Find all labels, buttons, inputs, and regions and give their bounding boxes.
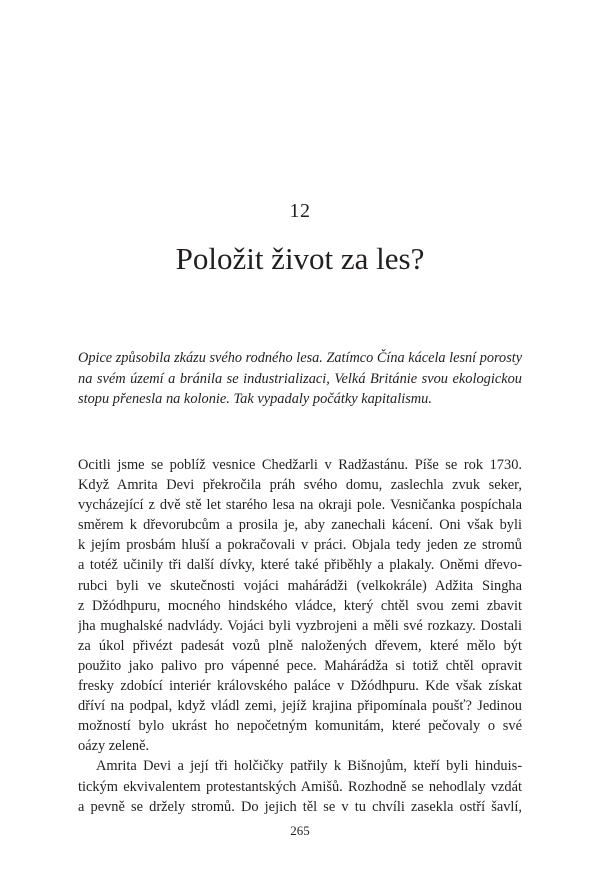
text-line: fresky zdobící interiér královského paláce v Džódhpuru. Kde však získat — [78, 678, 522, 695]
text-line: jha mughalské nadvlády. Vojáci byli vyzbrojeni a měli své rozkazy. Dostali — [78, 617, 522, 634]
text-line: použito jako palivo pro vápenné pece. Mahárádža si totiž chtěl opravit — [78, 657, 522, 674]
epigraph-line: Opice způsobila zkázu svého rodného lesa. Zatímco Čína kácela lesní porosty — [78, 350, 523, 366]
text-line: rubci byli ve skutečnosti vojáci mahárádži (velkokrále) Adžita Singha — [78, 577, 522, 594]
epigraph — [78, 348, 522, 410]
paragraph-1 — [78, 455, 522, 756]
text-line: Amrita Devi a její tři holčičky patřily k Bišnojům, kteří byli hinduis- — [96, 758, 522, 775]
text-line: možností bylo ukrást ho nepočetným komunitám, které pečovaly o své — [78, 718, 522, 735]
text-line: Ocitli jsme se poblíž vesnice Chedžarli v Radžastánu. Píše se rok 1730. — [78, 457, 522, 473]
epigraph-line: na svém území a bránila se industrializaci, Velká Británie svou ekologickou — [78, 370, 522, 387]
text-line: vycházející z dvě stě let starého lesa na okraji pole. Vesničanka pospíchala — [78, 497, 522, 514]
chapter-title: Položit život za les? — [175, 241, 425, 276]
text-line: z Džódhpuru, mocného hindského vládce, který chtěl svou zemi zbavit — [78, 597, 522, 614]
page-number: 265 — [290, 823, 310, 838]
text-line: tickým ekvivalentem protestantských Amišů. Rozhodně se nehodlaly vzdát — [78, 778, 522, 795]
text-line: k jejím prosbám hluší a pokračovali v práci. Objala tedy jeden ze stromů — [78, 537, 522, 554]
text-line: dříví na podpal, když vládl zemi, jejíž krajina připomínala poušť? Jedinou — [78, 698, 522, 715]
text-line: a totéž učinily tři další dívky, které také přiběhly a plakaly. Oněmi dřevo- — [78, 557, 522, 574]
text-line: směrem k dřevorubcům a prosila je, aby zanechali kácení. Oni však byli — [78, 517, 522, 534]
text-line: oázy zeleně. — [78, 738, 150, 755]
body-text — [78, 455, 522, 817]
epigraph-line: stopu přenesla na kolonie. Tak vypadaly počátky kapitalismu. — [78, 391, 432, 407]
text-line: za úkol přivézt padesát vozů plně naložených dřevem, které mělo být — [78, 637, 522, 654]
text-line: a pevně se držely stromů. Do jejich těl se v tu chvíli zasekla ostří šavlí, — [78, 798, 522, 815]
chapter-number: 12 — [289, 200, 311, 222]
paragraph-2 — [78, 756, 522, 816]
text-line: Když Amrita Devi překročila práh svého domu, zaslechla zvuk seker, — [78, 477, 522, 494]
